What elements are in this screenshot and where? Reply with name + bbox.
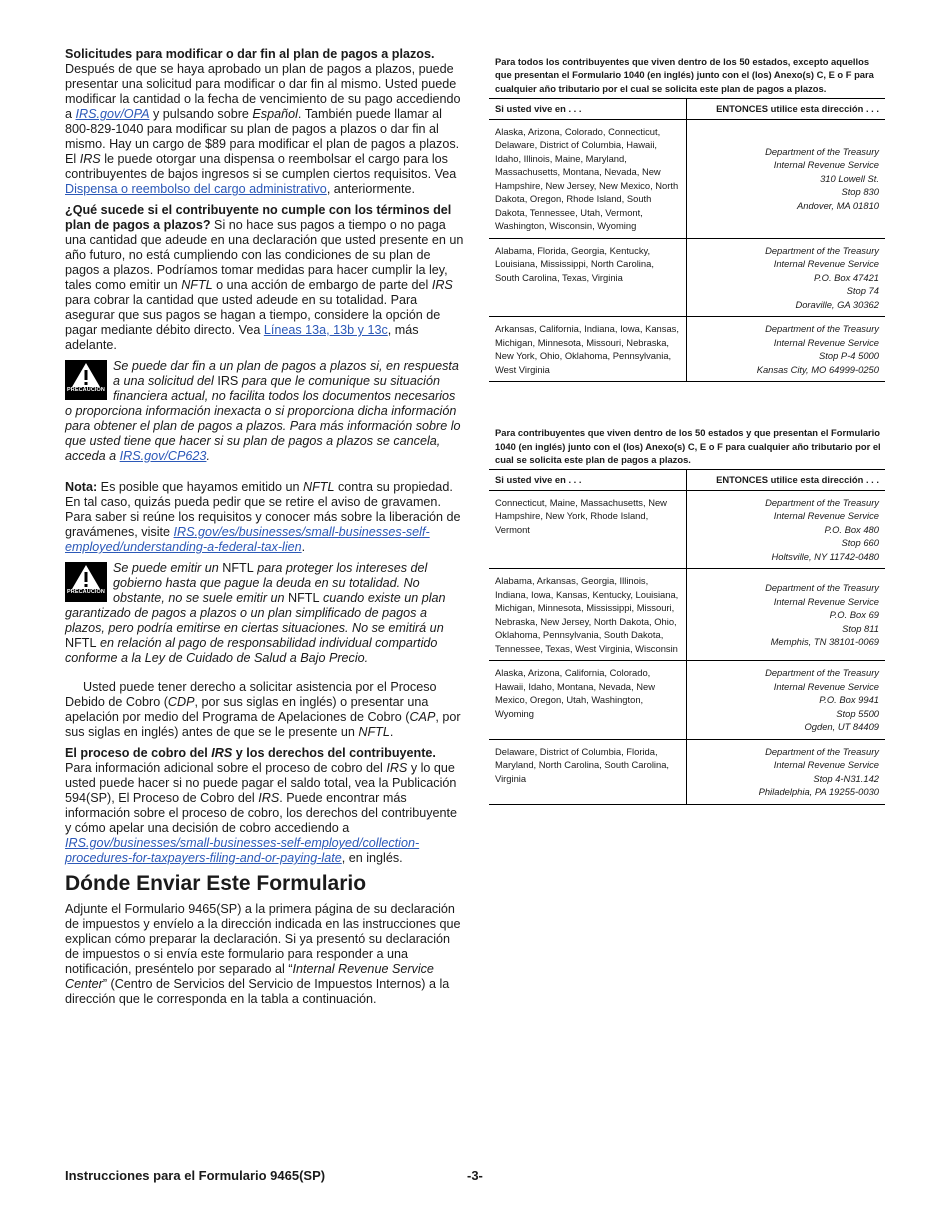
address-cell: Department of the Treasury Internal Revenue Service 310 Lowell St. Stop 830 Andover, MA 01810 — [765, 145, 879, 211]
paragraph-collection-process: El proceso de cobro del IRS y los derechos del contribuyente. Para información adicional sobre el proceso de cobro del IRS y lo que usted puede hacer si no puede pagar el saldo total, vea la Publicación 594(SP), El Proceso de Cobro del IRS. Puede encontrar más información sobre el proceso de cobro, los derechos del contribuyente y cómo apelar una decisión de cobro accediendo a IRS.gov/businesses/small-businesses-self-employed/collection-procedures-for-taxpayers-filing-and-or-paying-late, en inglés. — [65, 746, 458, 865]
column-header-state: Si usted vive en . . . — [489, 470, 687, 491]
address-table-1 — [489, 98, 885, 382]
footer-title: Instrucciones para el Formulario 9465(SP) — [65, 1168, 326, 1183]
states-cell: Alabama, Florida, Georgia, Kentucky, Louisiana, Mississippi, North Carolina, South Carolina, Texas, Virginia — [489, 238, 687, 317]
paragraph-note: Nota: Es posible que hayamos emitido un NFTL contra su propiedad. En tal caso, quizás pueda pedir que se retire el aviso de gravamen. Para saber si reúne los requisitos y conocer más sobre la liberación de gravámenes, visite IRS.gov/es/businesses/small-businesses-self-employed/understanding-a-federal-tax-lien. — [65, 480, 461, 554]
caution-note-1: PRECAUCIÓN Se puede dar fin a un plan de pagos a plazos si, en respuesta a una solicitud del IRS para que le comunique su situación financiera actual, no facilita todos los documentos necesarios o proporciona información inexacta o si proporciona dicha información para obtener el plan de pagos a plazos. Para más información sobre lo que usted tiene que hacer si su plan de pagos a plazos se cancela, acceda a IRS.gov/CP623. — [65, 359, 461, 463]
table-row — [489, 238, 885, 317]
section-heading: Dónde Enviar Este Formulario — [65, 872, 367, 895]
states-cell: Alaska, Arizona, Colorado, Connecticut, Delaware, District of Columbia, Hawaii, Idaho, Illinois, Maine, Maryland, Massachusetts, Montana, Nevada, New Hampshire, New Jersey, New Mexico, North Dakota, Oregon, Rhode Island, South Dakota, Tennessee, Utah, Vermont, Washington, Wisconsin, Wyoming — [489, 119, 687, 238]
table-row — [489, 739, 885, 804]
address-cell: Department of the Treasury Internal Revenue Service Stop 4-N31.142 Philadelphia, PA 19255-0030 — [758, 745, 879, 798]
address-cell: Department of the Treasury Internal Revenue Service P.O. Box 47421 Stop 74 Doraville, GA 30362 — [765, 244, 879, 310]
warning-icon: PRECAUCIÓN — [65, 562, 107, 602]
states-cell: Alabama, Arkansas, Georgia, Illinois, Indiana, Iowa, Kansas, Kentucky, Louisiana, Michigan, Minnesota, Mississippi, Missouri, Nebraska, New Jersey, North Dakota, Ohio, Oklahoma, Pennsylvania, South Dakota, Tennessee, Texas, West Virginia, Wisconsin — [489, 569, 687, 661]
table-header-row — [489, 470, 885, 491]
paragraph-noncompliance: ¿Qué sucede si el contribuyente no cumple con los términos del plan de pagos a plazos? Si no hace sus pagos a tiempo o no paga una cantidad que adeude en una declaración que usted presente en un año futuro, no está cumpliendo con las condiciones de su plan de pagos a plazos. Podríamos tomar medidas para hacer cumplir la ley, tales como emitir un NFTL o una acción de embargo de parte del IRS para cobrar la cantidad que usted adeude en su totalidad. Para asegurar que sus pagos se hagan a tiempo, considere la opción de pagar mediante débito directo. Vea Líneas 13a, 13b y 13c, más adelante. — [65, 203, 464, 352]
link-collection-procedures[interactable]: IRS.gov/businesses/small-businesses-self-employed/collection-procedures-for-taxpayers-filing-and-or-paying-late — [65, 836, 420, 865]
right-column — [489, 55, 885, 805]
address-cell: Department of the Treasury Internal Revenue Service P.O. Box 480 Stop 660 Holtsville, NY 11742-0480 — [765, 496, 879, 562]
paragraph-cdp-cap: Usted puede tener derecho a solicitar asistencia por el Proceso Debido de Cobro (CDP, por sus siglas en inglés) o presentar una apelación por medio del Programa de Apelaciones de Cobro (CAP, por sus siglas en inglés) antes de que se le presente un NFTL. — [65, 680, 461, 739]
link-irs-cp623[interactable]: IRS.gov/CP623 — [119, 449, 207, 463]
states-cell: Delaware, District of Columbia, Florida, Maryland, North Carolina, South Carolina, Virginia — [489, 739, 687, 804]
states-cell: Arkansas, California, Indiana, Iowa, Kansas, Michigan, Minnesota, Missouri, Nebraska, New York, Ohio, Oklahoma, Pennsylvania, West Virginia — [489, 317, 687, 382]
page-number: -3- — [467, 1168, 483, 1183]
table-row — [489, 569, 885, 661]
warning-icon: PRECAUCIÓN — [65, 360, 107, 400]
address-table-2 — [489, 469, 885, 805]
table2-caption: Para contribuyentes que viven dentro de los 50 estados y que presentan el Formulario 1040 (en inglés) junto con el (los) Anexo(s) C, E o F para cualquier año tributario por el cual se solicita este plan de pagos a plazos. — [495, 427, 881, 466]
table-row — [489, 490, 885, 569]
link-tax-lien[interactable]: IRS.gov/es/businesses/small-businesses-self-employed/understanding-a-federal-tax-lien — [65, 525, 430, 554]
table-row — [489, 661, 885, 740]
table-row — [489, 119, 885, 238]
address-cell: Department of the Treasury Internal Revenue Service Stop P-4 5000 Kansas City, MO 64999-0250 — [756, 323, 879, 375]
address-cell: Department of the Treasury Internal Revenue Service P.O. Box 69 Stop 811 Memphis, TN 38101-0069 — [765, 582, 879, 648]
column-header-address: ENTONCES utilice esta dirección . . . — [716, 474, 879, 486]
link-irs-opa[interactable]: IRS.gov/OPA — [75, 107, 150, 121]
states-cell: Connecticut, Maine, Massachusetts, New Hampshire, New York, Rhode Island, Vermont — [489, 490, 687, 569]
caution-note-2: PRECAUCIÓN Se puede emitir un NFTL para proteger los intereses del gobierno hasta que pague la deuda en su totalidad. No obstante, no se suele emitir un NFTL cuando existe un plan garantizado de pagos a plazos o un plan simplificado de pagos a plazos, pero podría emitirse en ciertas situaciones. No se emitirá un NFTL en relación al pago de responsabilidad individual compartido conforme a la Ley de Cuidado de Salud a Bajo Precio. — [65, 561, 446, 665]
states-cell: Alaska, Arizona, California, Colorado, Hawaii, Idaho, Montana, Nevada, New Mexico, Oregon, Utah, Washington, Wyoming — [489, 661, 687, 740]
left-column — [65, 47, 465, 1013]
paragraph-where-to-send: Adjunte el Formulario 9465(SP) a la primera página de su declaración de impuestos y envíelo a la dirección indicada en las instrucciones que explican cómo preparar la declaración. Si ya presentó su declaración de impuestos o si envía este formulario para responder a una notificación, preséntelo por separado al “Internal Revenue Service Center” (Centro de Servicios del Servicio de Impuestos Internos) a la dirección que le corresponda en la tabla a continuación. — [65, 902, 461, 1006]
table1-caption: Para todos los contribuyentes que viven dentro de los 50 estados, excepto aquellos que presentan el Formulario 1040 (en inglés) junto con el (los) Anexo(s) C, E o F para cualquier año tributario por el cual se solicita este plan de pagos a plazos. — [495, 56, 874, 94]
link-lineas-13[interactable]: Líneas 13a, 13b y 13c — [263, 323, 388, 337]
column-header-address: ENTONCES utilice esta dirección . . . — [716, 103, 879, 115]
column-header-state: Si usted vive en . . . — [489, 99, 687, 120]
address-cell: Department of the Treasury Internal Revenue Service P.O. Box 9941 Stop 5500 Ogden, UT 84409 — [765, 667, 879, 733]
table-header-row — [489, 99, 885, 120]
link-dispensa-reembolso[interactable]: Dispensa o reembolso del cargo administrativo — [65, 182, 327, 196]
paragraph-modify-plan: Solicitudes para modificar o dar fin al plan de pagos a plazos. Después de que se haya aprobado un plan de pagos a plazos, puede presentar una solicitud para modificar o dar fin al mismo. Usted puede modificar la cantidad o la fecha de vencimiento de su pago accediendo a IRS.gov/OPA y pulsando sobre Español. También puede llamar al 800-829-1040 para modificar su plan de pagos a plazos o dar fin al mismo. Hay un cargo de $89 para modificar el plan de pagos a plazos. El IRS le puede otorgar una dispensa o reembolsar el cargo para los contribuyentes de bajos ingresos si se cumplen ciertos requisitos. Vea Dispensa o reembolso del cargo administrativo, anteriormente. — [65, 47, 461, 196]
table-row — [489, 317, 885, 382]
